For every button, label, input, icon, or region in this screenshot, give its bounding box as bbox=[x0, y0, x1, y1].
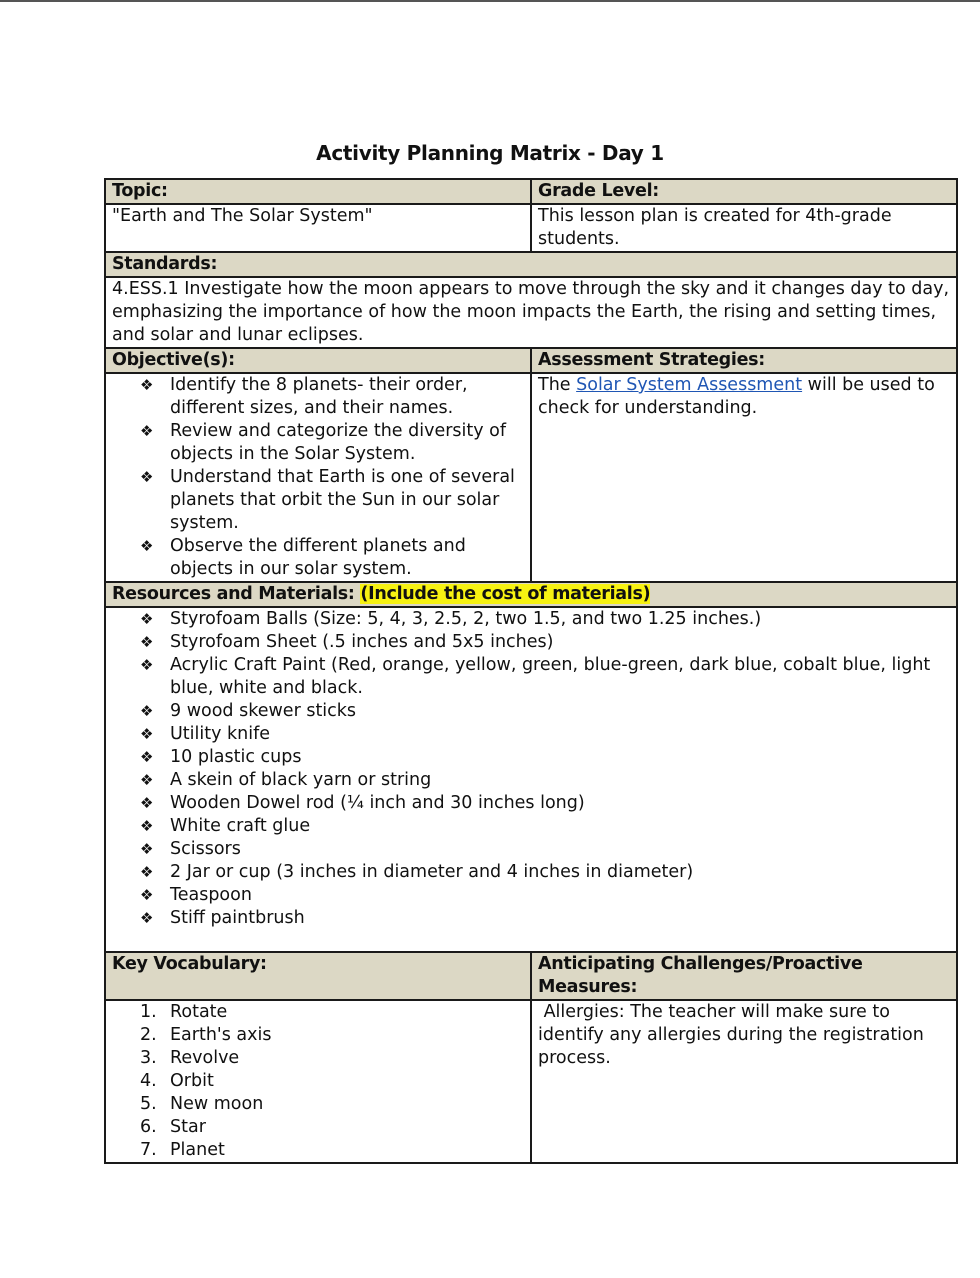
diamond-bullet-icon: ❖ bbox=[140, 702, 154, 720]
standards-body-row bbox=[105, 277, 957, 348]
grade-level-label: Grade Level: bbox=[531, 179, 957, 204]
diamond-bullet-icon: ❖ bbox=[140, 656, 154, 674]
anticipating-challenges-value: Allergies: The teacher will make sure to identify any allergies during the registration process. bbox=[531, 1000, 957, 1163]
objectives-assessment-body-row bbox=[105, 373, 957, 582]
list-item: ❖ Review and categorize the diversity of objects in the Solar System. bbox=[140, 421, 507, 464]
vocabulary-cell bbox=[105, 1000, 531, 1163]
list-item: ❖ Scissors bbox=[140, 839, 241, 859]
list-item: 1. Rotate bbox=[140, 1002, 228, 1022]
resources-body-row bbox=[105, 607, 957, 952]
assessment-strategies-cell: The Solar System Assessment will be used to check for understanding. bbox=[531, 373, 957, 582]
list-item: ❖ A skein of black yarn or string bbox=[140, 770, 432, 790]
diamond-bullet-icon: ❖ bbox=[140, 840, 154, 858]
objectives-cell bbox=[105, 373, 531, 582]
topic-grade-header-row bbox=[105, 179, 957, 204]
objectives-list bbox=[112, 374, 524, 581]
key-vocabulary-label: Key Vocabulary: bbox=[105, 952, 531, 1000]
list-item: 7. Planet bbox=[140, 1140, 225, 1160]
list-item: ❖ Identify the 8 planets- their order, different sizes, and their names. bbox=[140, 375, 468, 418]
list-item: 4. Orbit bbox=[140, 1071, 214, 1091]
diamond-bullet-icon: ❖ bbox=[140, 771, 154, 789]
list-item: ❖ Stiff paintbrush bbox=[140, 908, 305, 928]
resources-cell bbox=[105, 607, 957, 952]
list-item: 3. Revolve bbox=[140, 1048, 240, 1068]
diamond-bullet-icon: ❖ bbox=[140, 633, 154, 651]
topic-label: Topic: bbox=[105, 179, 531, 204]
solar-system-assessment-link[interactable]: Solar System Assessment bbox=[576, 375, 803, 395]
standards-header-row bbox=[105, 252, 957, 277]
diamond-bullet-icon: ❖ bbox=[140, 748, 154, 766]
list-item: ❖ Utility knife bbox=[140, 724, 271, 744]
list-item: ❖ Styrofoam Sheet (.5 inches and 5x5 inches) bbox=[140, 632, 554, 652]
diamond-bullet-icon: ❖ bbox=[140, 794, 154, 812]
objectives-assessment-header-row bbox=[105, 348, 957, 373]
vocabulary-challenges-body-row bbox=[105, 1000, 957, 1163]
diamond-bullet-icon: ❖ bbox=[140, 422, 154, 440]
list-item: ❖ White craft glue bbox=[140, 816, 311, 836]
list-item: ❖ Styrofoam Balls (Size: 5, 4, 3, 2.5, 2, two 1.5, and two 1.25 inches.) bbox=[140, 609, 762, 629]
diamond-bullet-icon: ❖ bbox=[140, 537, 154, 555]
vocabulary-challenges-header-row bbox=[105, 952, 957, 1000]
diamond-bullet-icon: ❖ bbox=[140, 886, 154, 904]
assessment-strategies-label: Assessment Strategies: bbox=[531, 348, 957, 373]
standards-label: Standards: bbox=[105, 252, 957, 277]
list-item: ❖ 10 plastic cups bbox=[140, 747, 302, 767]
document-title: Activity Planning Matrix - Day 1 bbox=[316, 141, 664, 165]
list-item: 5. New moon bbox=[140, 1094, 264, 1114]
list-item: ❖ 9 wood skewer sticks bbox=[140, 701, 357, 721]
planning-matrix-table bbox=[104, 178, 958, 1164]
list-item: ❖ Acrylic Craft Paint (Red, orange, yellow, green, blue-green, dark blue, cobalt blue, light blue, white and black. bbox=[140, 655, 931, 698]
diamond-bullet-icon: ❖ bbox=[140, 863, 154, 881]
resources-header-row bbox=[105, 582, 957, 607]
standards-value: 4.ESS.1 Investigate how the moon appears to move through the sky and it changes day to day, emphasizing the importance of how the moon impacts the Earth, the rising and setting times, and solar and lunar eclipses. bbox=[105, 277, 957, 348]
vocabulary-list bbox=[112, 1001, 524, 1162]
list-item: ❖ 2 Jar or cup (3 inches in diameter and 4 inches in diameter) bbox=[140, 862, 694, 882]
list-item: 2. Earth's axis bbox=[140, 1025, 272, 1045]
diamond-bullet-icon: ❖ bbox=[140, 817, 154, 835]
diamond-bullet-icon: ❖ bbox=[140, 909, 154, 927]
diamond-bullet-icon: ❖ bbox=[140, 376, 154, 394]
objectives-label: Objective(s): bbox=[105, 348, 531, 373]
topic-grade-body-row bbox=[105, 204, 957, 252]
diamond-bullet-icon: ❖ bbox=[140, 610, 154, 628]
anticipating-challenges-label: Anticipating Challenges/Proactive Measures: bbox=[531, 952, 957, 1000]
diamond-bullet-icon: ❖ bbox=[140, 468, 154, 486]
list-item: ❖ Teaspoon bbox=[140, 885, 252, 905]
topic-value: "Earth and The Solar System" bbox=[105, 204, 531, 252]
list-item: ❖ Observe the different planets and objects in our solar system. bbox=[140, 536, 466, 579]
list-item: ❖ Wooden Dowel rod (¼ inch and 30 inches long) bbox=[140, 793, 585, 813]
resources-label: Resources and Materials: (Include the cost of materials) bbox=[105, 582, 957, 607]
resources-list bbox=[112, 608, 950, 930]
list-item: ❖ Understand that Earth is one of several planets that orbit the Sun in our solar system. bbox=[140, 467, 515, 533]
cost-highlight-note: (Include the cost of materials) bbox=[360, 584, 651, 604]
top-rule bbox=[0, 0, 980, 2]
diamond-bullet-icon: ❖ bbox=[140, 725, 154, 743]
grade-level-value: This lesson plan is created for 4th-grade students. bbox=[531, 204, 957, 252]
list-item: 6. Star bbox=[140, 1117, 206, 1137]
